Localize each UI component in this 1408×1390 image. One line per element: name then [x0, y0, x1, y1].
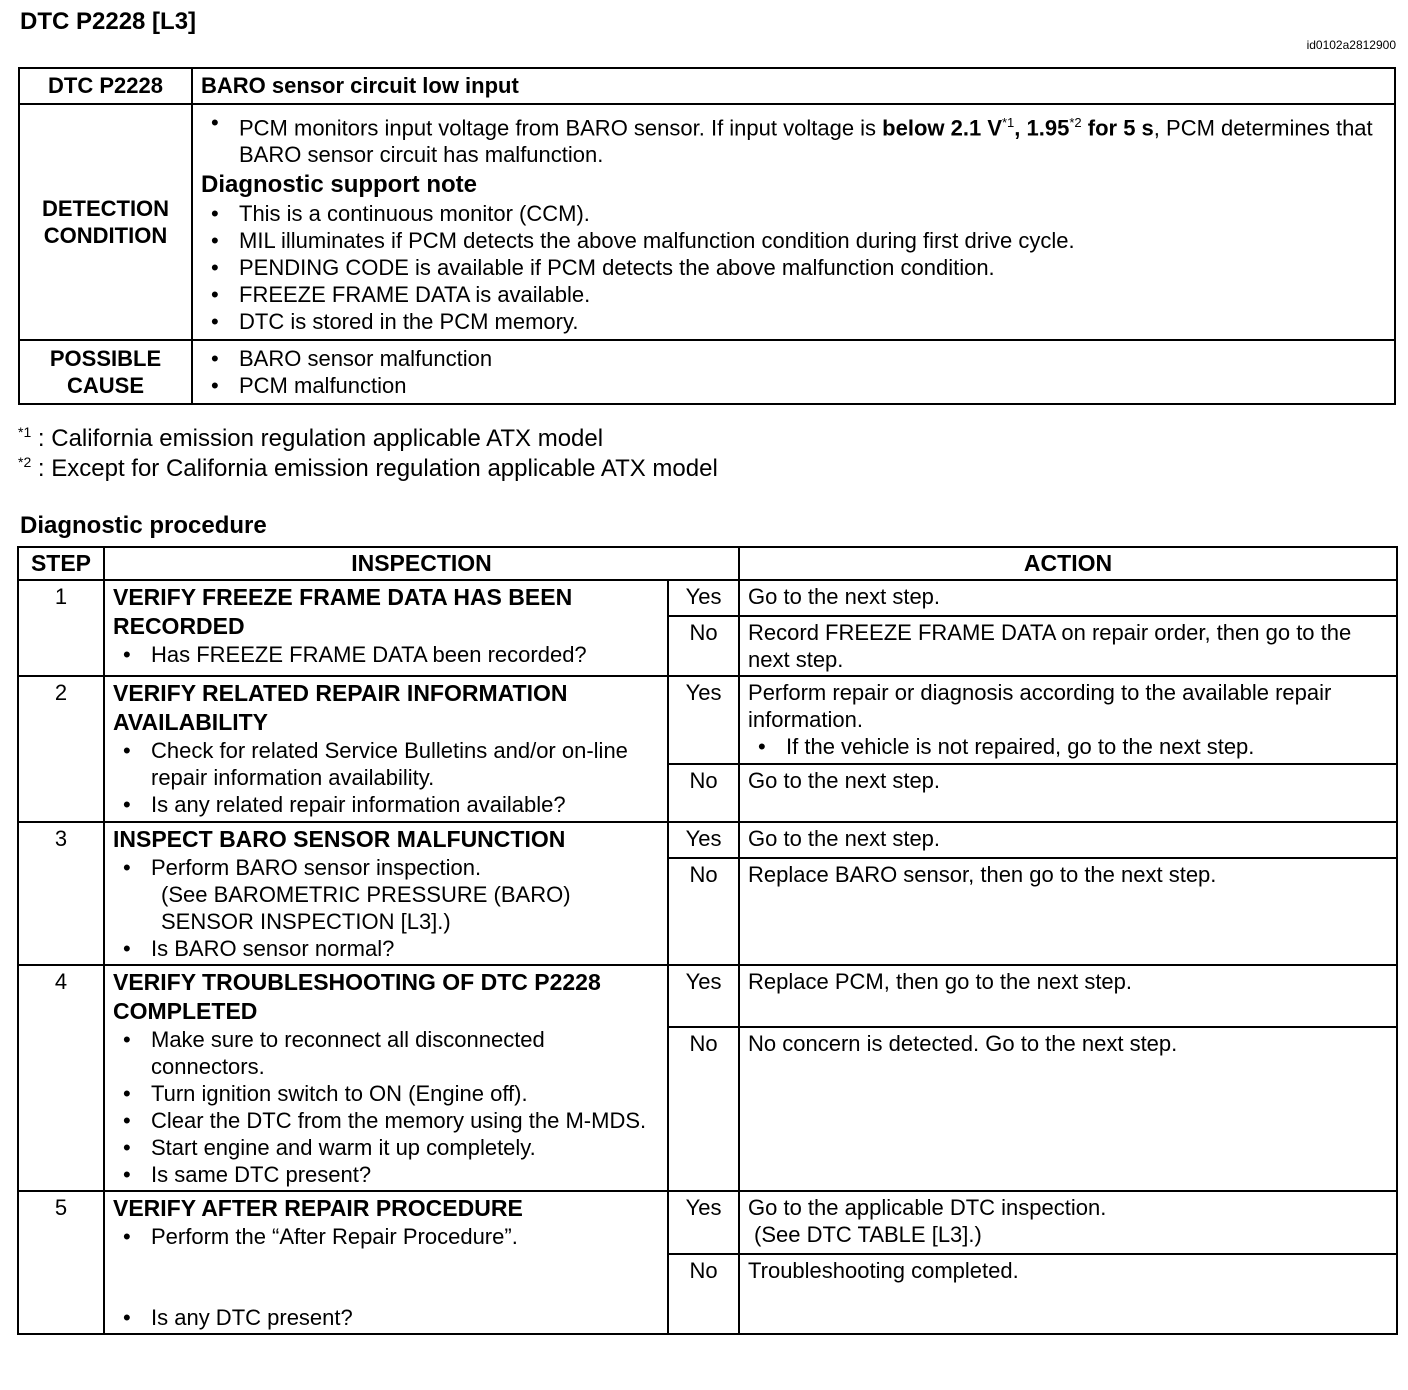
cross-reference: (See DTC TABLE [L3].) [754, 1222, 982, 1247]
list-item: • Clear the DTC from the memory using the M-MDS. [113, 1107, 659, 1134]
table-row [18, 1191, 1397, 1254]
table-row [18, 965, 1397, 1027]
inspection-cell [104, 580, 668, 676]
footnote-mark: *1 [18, 424, 32, 440]
detection-duration: for 5 s [1081, 115, 1154, 141]
inspection-cell [104, 676, 668, 822]
list-item: • Make sure to reconnect all disconnected connectors. [113, 1026, 659, 1080]
footnote-ref-2: *2 [1069, 115, 1082, 130]
step-number: 3 [18, 822, 104, 965]
list-item: • Start engine and warm it up completely. [113, 1134, 659, 1161]
inspection-title: INSPECT BARO SENSOR MALFUNCTION [113, 826, 566, 852]
detection-label-line-1: DETECTION [41, 196, 170, 222]
yes-action: Go to the next step. [739, 580, 1397, 616]
no-action: Troubleshooting completed. [739, 1254, 1397, 1334]
dtc-description-cell: BARO sensor circuit low input [192, 68, 1395, 104]
list-item: • Turn ignition switch to ON (Engine off). [113, 1080, 659, 1107]
page-title: DTC P2228 [L3] [20, 8, 197, 35]
list-item: • Is any DTC present? [113, 1304, 659, 1331]
inspection-cell [104, 965, 668, 1191]
possible-cause-label [19, 340, 192, 404]
list-item: • PENDING CODE is available if PCM detects the above malfunction condition. [201, 254, 1386, 281]
table-row [18, 580, 1397, 616]
yes-label: Yes [668, 965, 739, 1027]
list-item: • MIL illuminates if PCM detects the above malfunction condition during first drive cycle. [201, 227, 1386, 254]
yes-label: Yes [668, 676, 739, 764]
footnote-text: : California emission regulation applicable ATX model [31, 425, 604, 452]
yes-action: Replace PCM, then go to the next step. [739, 965, 1397, 1027]
cause-label-line-1: POSSIBLE [49, 346, 162, 372]
step-header: STEP [18, 547, 104, 580]
inspection-cell [104, 1191, 668, 1334]
list-item: • Is same DTC present? [113, 1161, 659, 1188]
inspection-header: INSPECTION [104, 547, 739, 580]
list-item: • Check for related Service Bulletins and/or on-line repair information availability. [113, 737, 659, 791]
possible-cause-cell [192, 340, 1395, 404]
step-number: 2 [18, 676, 104, 822]
dtc-code-cell: DTC P2228 [19, 68, 192, 104]
no-action: Record FREEZE FRAME DATA on repair order, then go to the next step. [739, 616, 1397, 676]
detection-label-line-2: CONDITION [43, 223, 168, 249]
detection-text-b: , PCM determines that BARO sensor circuit has malfunction. [239, 115, 1373, 168]
footnote-mark: *2 [18, 454, 32, 470]
table-row [18, 676, 1397, 764]
detection-condition-label [19, 104, 192, 340]
no-label: No [668, 616, 739, 676]
diagnostic-procedure-table [17, 546, 1398, 1335]
inspection-title: VERIFY RELATED REPAIR INFORMATION AVAILABILITY [113, 680, 568, 735]
footnote-text: : Except for California emission regulation applicable ATX model [31, 455, 718, 482]
no-action: Replace BARO sensor, then go to the next step. [739, 858, 1397, 965]
list-item [113, 854, 659, 935]
support-note-heading: Diagnostic support note [201, 171, 477, 199]
procedure-header-row [18, 547, 1397, 580]
detection-text-a: PCM monitors input voltage from BARO sensor. If input voltage is [239, 115, 883, 141]
footnote-1 [18, 424, 603, 453]
list-item: • Is BARO sensor normal? [113, 935, 659, 962]
list-item: • Is any related repair information available? [113, 791, 659, 818]
detection-separator: , [1014, 115, 1027, 141]
summary-row-code [19, 68, 1395, 104]
no-action: Go to the next step. [739, 764, 1397, 822]
no-label: No [668, 858, 739, 965]
list-item: • DTC is stored in the PCM memory. [201, 308, 1386, 335]
list-item: • If the vehicle is not repaired, go to the next step. [748, 733, 1388, 760]
step-number: 4 [18, 965, 104, 1191]
list-item: • FREEZE FRAME DATA is available. [201, 281, 1386, 308]
footnote-ref-1: *1 [1002, 115, 1015, 130]
yes-action-cell [739, 1191, 1397, 1254]
inspection-title: VERIFY FREEZE FRAME DATA HAS BEEN RECORDED [113, 584, 573, 639]
step-number: 1 [18, 580, 104, 676]
no-label: No [668, 1254, 739, 1334]
document-id: id0102a2812900 [1306, 38, 1396, 52]
inspection-title: VERIFY AFTER REPAIR PROCEDURE [113, 1195, 523, 1221]
list-item: • Has FREEZE FRAME DATA been recorded? [113, 641, 659, 668]
no-action: No concern is detected. Go to the next step. [739, 1027, 1397, 1191]
inspection-title: VERIFY TROUBLESHOOTING OF DTC P2228 COMPLETED [113, 969, 601, 1024]
detection-condition-cell [192, 104, 1395, 340]
list-item: • BARO sensor malfunction [201, 345, 1386, 372]
footnote-2 [18, 454, 718, 483]
step-number: 5 [18, 1191, 104, 1334]
no-label: No [668, 1027, 739, 1191]
summary-row-cause [19, 340, 1395, 404]
detection-threshold-1: below 2.1 V [882, 115, 1002, 141]
table-row [18, 822, 1397, 858]
no-label: No [668, 764, 739, 822]
summary-row-detection [19, 104, 1395, 340]
detection-statement [201, 109, 1386, 168]
yes-action: Perform repair or diagnosis according to the available repair information. [748, 680, 1332, 732]
list-item: • Perform the “After Repair Procedure”. [113, 1223, 659, 1250]
section-heading: Diagnostic procedure [20, 512, 267, 539]
detection-threshold-2: 1.95 [1026, 115, 1070, 141]
list-item: • PCM malfunction [201, 372, 1386, 399]
dtc-summary-table [18, 67, 1396, 405]
yes-label: Yes [668, 580, 739, 616]
yes-label: Yes [668, 1191, 739, 1254]
inspection-cell [104, 822, 668, 965]
yes-action-cell [739, 676, 1397, 764]
list-item-text: • Perform BARO sensor inspection. [151, 855, 482, 880]
support-note-list [201, 200, 1386, 335]
action-header: ACTION [739, 547, 1397, 580]
list-item: • This is a continuous monitor (CCM). [201, 200, 1386, 227]
yes-label: Yes [668, 822, 739, 858]
cross-reference: (See BAROMETRIC PRESSURE (BARO) SENSOR INSPECTION [L3].) [161, 882, 571, 934]
cause-label-line-2: CAUSE [66, 373, 144, 399]
yes-action: Go to the next step. [739, 822, 1397, 858]
yes-action: Go to the applicable DTC inspection. [748, 1195, 1107, 1220]
